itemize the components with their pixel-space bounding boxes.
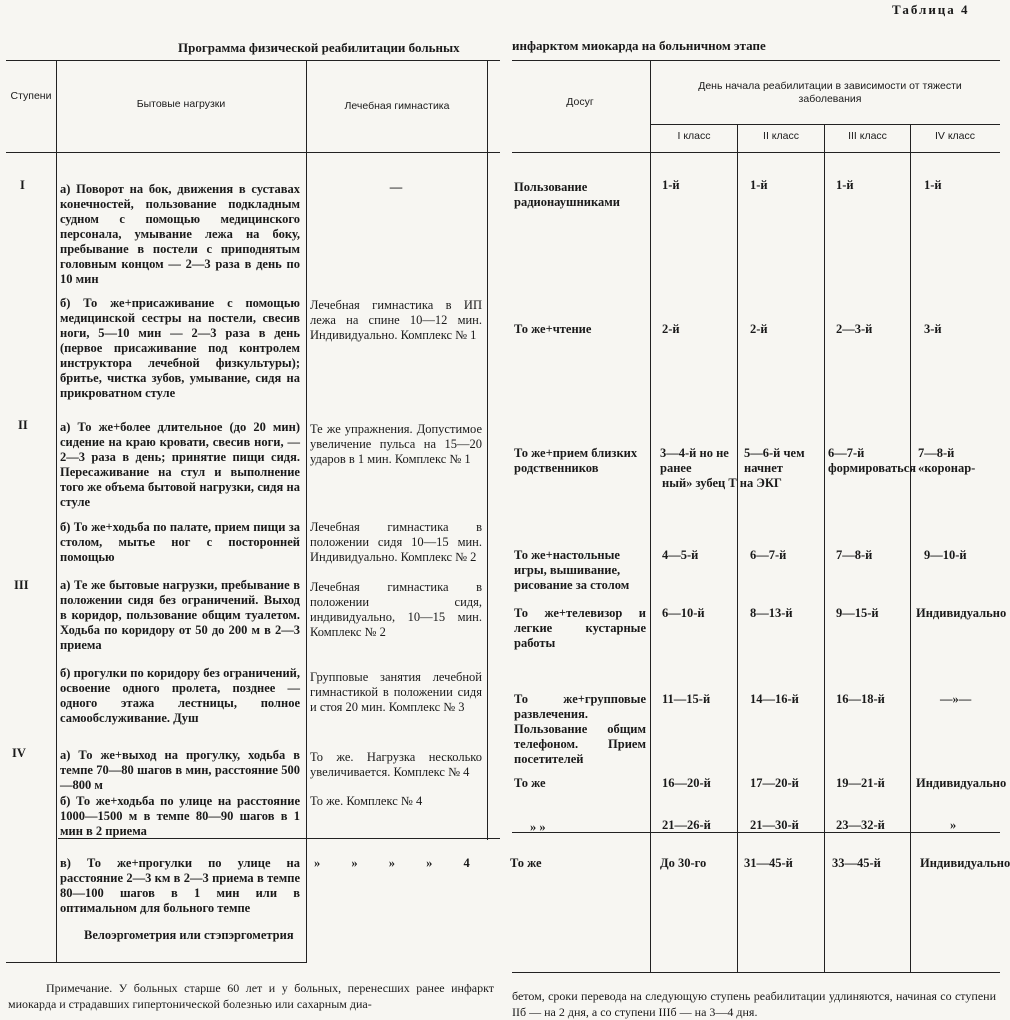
household-3a: а) Те же бытовые нагрузки, пребывание в положении сидя без ограничений. Выход в коридор, пользование общим туалетом. Ходьба по коридору от 50 до 200 м в 2—3 приема (60, 578, 300, 652)
rule-bottom-right (512, 972, 1000, 973)
header-household: Бытовые нагрузки (136, 98, 226, 110)
col-line-c3 (824, 124, 825, 972)
day-cell: 2-й (750, 322, 768, 336)
day-row3-continuation: ный» зубец Т на ЭКГ (662, 476, 782, 490)
leisure-5: То же+телевизор и легкие кустарные работы (514, 606, 646, 650)
rule-class-top (651, 124, 1000, 125)
header-gymnastics: Лечебная гимнастика (344, 100, 450, 112)
col-line-leisure (650, 60, 651, 972)
household-4b: б) То же+ходьба по улице на расстояние 1000—1500 м в темпе 80—90 шагов в 1 мин в 2 приема (60, 794, 300, 838)
header-stage: Ступени (10, 90, 52, 102)
rule-top-left (6, 60, 500, 61)
household-1b: б) То же+присаживание с помощью медицинской сестры на постели, свесив ноги, 5—10 мин — 2—3 раза в день (первое присаживание под контролем инструктора лечебной физкультуры); бритье, чистка зубов, умывание, сидя на прикроватном стуле (60, 296, 300, 400)
household-1a: а) Поворот на бок, движения в суставах конечностей, пользование подкладным судном с помощью медицинского персонала, умывание лежа на боку, пребывание в постели с приподнятым головным концом — 2—3 раза в день по 10 мин (60, 182, 300, 286)
gym-1a: — (389, 180, 403, 194)
household-2a: а) То же+более длительное (до 20 мин) сидение на краю кровати, свесив ноги, — 2—3 раза в день; принятие пищи сидя. Пересаживание на стул и выполнение того же объема бытовой нагрузки, сидя на стуле (60, 420, 300, 509)
day-cell: 3—4-й но не ранее (660, 446, 729, 475)
leisure-4: То же+настольные игры, вышивание, рисование за столом (514, 548, 630, 592)
day-cell: 2-й (662, 322, 680, 336)
day-cell: —»— (940, 692, 972, 706)
household-2b: б) То же+ходьба по палате, прием пищи за столом, мытье ног с посторонней помощью (60, 520, 300, 564)
day-cell: 9—15-й (836, 606, 879, 620)
day-cell: 4—5-й (662, 548, 699, 562)
day-cell: 21—30-й (750, 818, 799, 832)
day-cell: 21—26-й (662, 818, 711, 832)
day-cell: 19—21-й (836, 776, 885, 790)
leisure-2: То же+чтение (514, 322, 592, 336)
stage-4: IV (12, 746, 26, 760)
col-line-stage (56, 60, 57, 963)
day-cell: 2—3-й (836, 322, 873, 336)
household-4c-ergometry: Велоэргометрия или стэпэргометрия (84, 928, 294, 942)
day-cell: Индивидуально (916, 606, 1007, 620)
gym-4b: То же. Комплекс № 4 (310, 794, 423, 808)
day-cell: 7—8-й (836, 548, 873, 562)
rule-header-right (512, 152, 1000, 153)
day-cell: 17—20-й (750, 776, 799, 790)
rule-top-right (512, 60, 1000, 61)
day-cell: » (950, 818, 957, 832)
header-class-4: IV класс (934, 130, 976, 142)
day-cell: 9—10-й (924, 548, 967, 562)
day-cell: 6—7-й (750, 548, 787, 562)
leisure-3: То же+прием близких родственников (514, 446, 638, 475)
day-cell: 11—15-й (662, 692, 711, 706)
day-cell: 6—7-й формироваться (828, 446, 917, 475)
day-cell: 23—32-й (836, 818, 885, 832)
household-4a: а) То же+выход на прогулку, ходьба в темпе 70—80 шагов в мин, расстояние 500—800 м (60, 748, 300, 792)
day-cell: 1-й (750, 178, 768, 192)
day-cell: 7—8-й «коронар- (918, 446, 976, 475)
gym-4c: » » » » 4 (314, 856, 470, 870)
household-3b: б) прогулки по коридору без ограничений, освоение одного пролета, позднее — одного этажа лестницы, полное самообслуживание. Душ (60, 666, 300, 725)
gym-1b: Лечебная гимнастика в ИП лежа на спине 10—12 мин. Индивидуально. Комплекс № 1 (310, 298, 482, 342)
rule-bottom-left (6, 962, 306, 963)
leisure-8: » » (530, 820, 546, 834)
header-leisure: Досуг (566, 96, 594, 108)
day-cell: 1-й (662, 178, 680, 192)
table-label: Таблица 4 (892, 2, 970, 17)
stage-3: III (14, 578, 29, 592)
col-line-c4 (910, 124, 911, 972)
day-cell: 16—20-й (662, 776, 711, 790)
gym-3b: Групповые занятия лечебной гимнастикой в положении сидя и стоя 20 мин. Комплекс № 3 (310, 670, 482, 714)
footnote-right: бетом, сроки перевода на следующую ступень реабилитации удлиняются, начиная со ступени IIб — на 2 дня, а со ступени IIIб — на 3—4 дня. (512, 989, 996, 1019)
col-line-left-edge (487, 60, 488, 840)
day-cell: 14—16-й (750, 692, 799, 706)
leisure-7: То же (514, 776, 546, 790)
gym-2b: Лечебная гимнастика в положении сидя 10—15 мин. Индивидуально. Комплекс № 2 (310, 520, 482, 564)
day-cell: 1-й (924, 178, 942, 192)
day-cell: Индивидуально (920, 856, 1010, 870)
day-cell: 16—18-й (836, 692, 885, 706)
day-cell: 31—45-й (744, 856, 793, 870)
day-cell: 33—45-й (832, 856, 881, 870)
header-class-3: III класс (848, 130, 887, 142)
day-cell: 3-й (924, 322, 942, 336)
header-class-1: I класс (677, 130, 711, 142)
leisure-6: То же+групповые развлечения. Пользование общим телефоном. Прием посетителей (514, 692, 646, 766)
day-cell: До 30-го (660, 856, 707, 870)
footnote-left: Примечание. У больных старше 60 лет и у больных, перенесших ранее инфаркт миокарда и страдавших гипертонической болезнью или сахарным диа- (8, 981, 494, 1011)
col-line-c2 (737, 124, 738, 972)
stage-2: II (18, 418, 28, 432)
leisure-1: Пользование радионаушниками (514, 180, 620, 209)
col-line-gym (306, 60, 307, 963)
gym-4a: То же. Нагрузка несколько увеличивается. Комплекс № 4 (310, 750, 482, 779)
household-4c: в) То же+прогулки по улице на расстояние 2—3 км в 2—3 приема в темпе 80—100 шагов в 1 мин или в оптимальном для больного темпе (60, 856, 300, 915)
rule-header-left (6, 152, 500, 153)
title-right: инфарктом миокарда на больничном этапе (512, 38, 766, 53)
leisure-9: То же (510, 856, 542, 870)
header-class-2: II класс (763, 130, 799, 142)
day-cell: 1-й (836, 178, 854, 192)
header-day-start: День начала реабилитации в зависимости от тяжести заболевания (698, 80, 962, 105)
title-left: Программа физической реабилитации больных (178, 40, 460, 55)
day-cell: Индивидуально (916, 776, 1007, 790)
day-cell: 5—6-й чем начнет (744, 446, 805, 475)
day-cell: 6—10-й (662, 606, 705, 620)
day-cell: 8—13-й (750, 606, 793, 620)
stage-1: I (20, 178, 25, 192)
gym-3a: Лечебная гимнастика в положении сидя, индивидуально, 10—15 мин. Комплекс № 2 (310, 580, 482, 639)
gym-2a: Те же упражнения. Допустимое увеличение пульса на 15—20 ударов в 1 мин. Комплекс № 1 (310, 422, 482, 466)
